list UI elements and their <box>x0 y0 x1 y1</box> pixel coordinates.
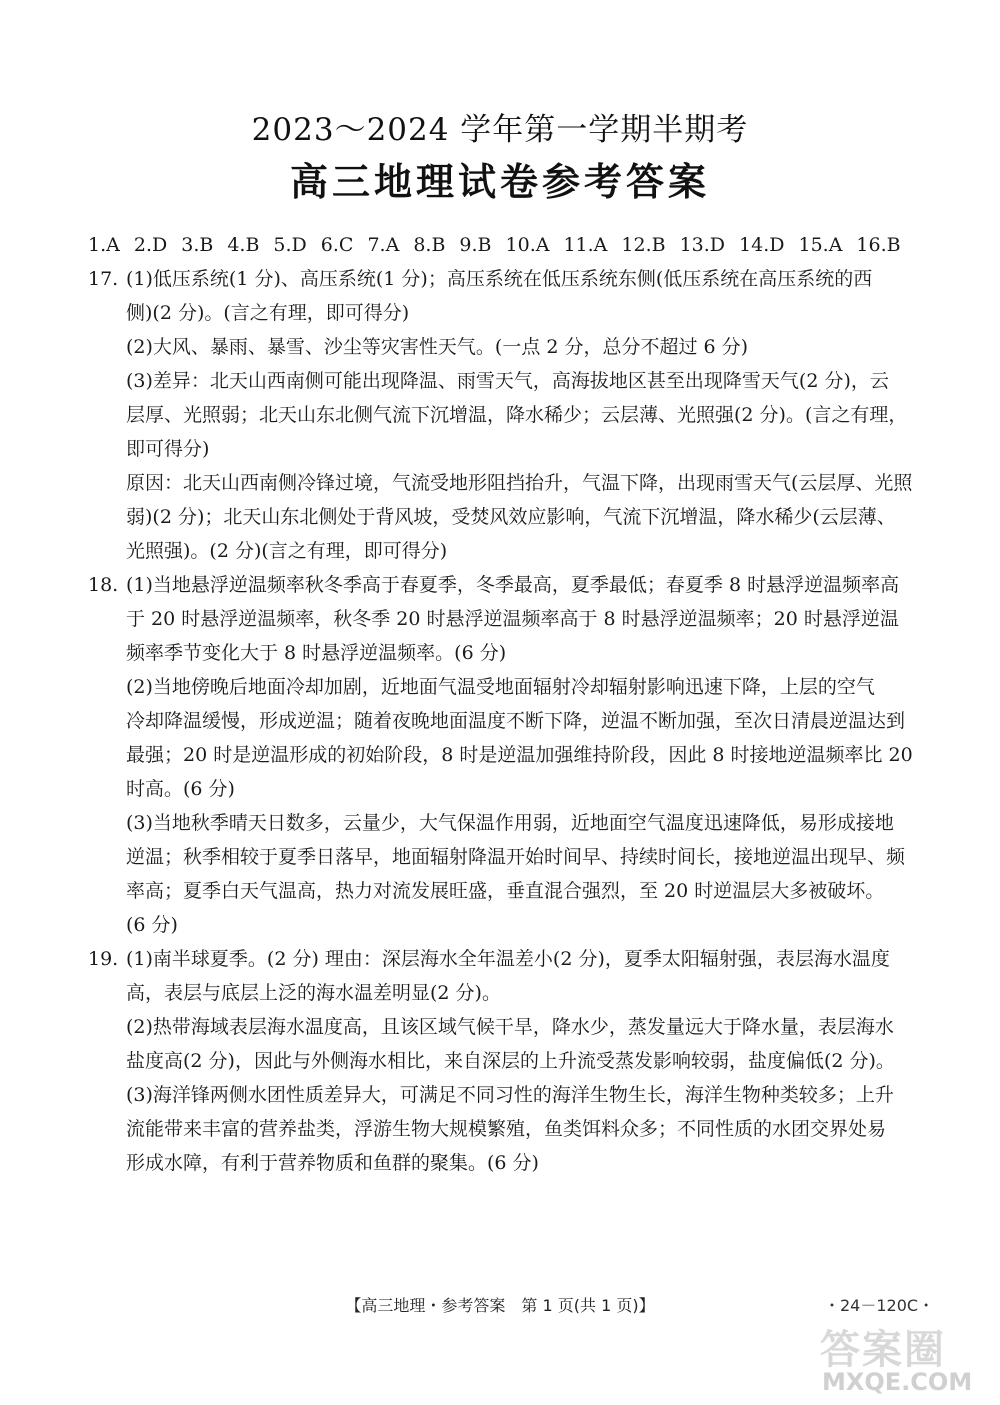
answer-text: (1)当地悬浮逆温频率秋冬季高于春夏季，冬季最高，夏季最低；春夏季 8 时悬浮逆温频率高 <box>126 574 900 596</box>
mc-answer: 6.C <box>320 234 354 256</box>
answer-line: (6 分) <box>126 914 178 936</box>
answer-line: 光照强)。(2 分)(言之有理，即可得分) <box>126 540 448 562</box>
answer-line <box>88 568 918 602</box>
answer-line: 即可得分) <box>126 438 210 460</box>
answer-line: 原因：北天山西南侧冷锋过境，气流受地形阻挡抬升，气温下降，出现雨雪天气(云层厚、光照 <box>126 472 913 494</box>
answer-line: 率高；夏季白天气温高，热力对流发展旺盛，垂直混合强烈，至 20 时逆温层大多被破坏。 <box>126 880 885 902</box>
watermark-logo <box>810 1318 980 1398</box>
mc-answer: 8.B <box>413 234 446 256</box>
answer-line: 时高。(6 分) <box>126 778 235 800</box>
mc-answer: 7.A <box>367 234 400 256</box>
question-18 <box>88 568 918 942</box>
question-number: 19. <box>88 948 119 970</box>
answer-line: 频率季节变化大于 8 时悬浮逆温频率。(6 分) <box>126 642 507 664</box>
mc-answer: 9.B <box>459 234 492 256</box>
answer-line: 盐度高(2 分)，因此与外侧海水相比，来自深层的上升流受蒸发影响较弱，盐度偏低(2 分)。 <box>126 1050 895 1072</box>
multiple-choice-answers <box>88 228 918 262</box>
answer-line: 于 20 时悬浮逆温频率，秋冬季 20 时悬浮逆温频率高于 8 时悬浮逆温频率；20 时悬浮逆温 <box>126 608 899 630</box>
mc-answer: 4.B <box>227 234 260 256</box>
mc-answer: 2.D <box>133 234 168 256</box>
answer-text: (1)南半球夏季。(2 分) 理由：深层海水全年温差小(2 分)，夏季太阳辐射强，表层海水温度 <box>126 948 890 970</box>
question-number: 17. <box>88 268 119 290</box>
exam-title: 2023～2024 学年第一学期半期考 <box>251 112 749 148</box>
answer-line: (3)差异：北天山西南侧可能出现降温、雨雪天气，高海拔地区甚至出现降雪天气(2 分)，云 <box>126 370 889 392</box>
mc-answer: 13.D <box>679 234 726 256</box>
question-number: 18. <box>88 574 119 596</box>
mc-answer: 11.A <box>563 234 608 256</box>
question-19 <box>88 942 918 1180</box>
answer-key-title: 高三地理试卷参考答案 <box>289 159 710 204</box>
answer-line: 侧)(2 分)。(言之有理，即可得分) <box>126 302 410 324</box>
mc-answer: 10.A <box>505 234 550 256</box>
page-footer: 【高三地理・参考答案 第 1 页(共 1 页)】 <box>345 1296 655 1315</box>
document-code: ・24－120C・ <box>824 1296 935 1315</box>
answer-line: 层厚、光照弱；北天山东北侧气流下沉增温，降水稀少；云层薄、光照强(2 分)。(言之有理， <box>126 404 908 426</box>
mc-answer: 16.B <box>856 234 901 256</box>
mc-answer: 3.B <box>181 234 214 256</box>
watermark-logo-text: 答案圈 <box>820 1327 946 1373</box>
answer-line: (3)当地秋季晴天日数多，云量少，大气保温作用弱，近地面空气温度迅速降低，易形成接地 <box>126 812 894 834</box>
answer-line: 逆温；秋季相较于夏季日落早，地面辐射降温开始时间早、持续时间长，接地逆温出现早、频 <box>126 846 906 868</box>
answer-line: 冷却降温缓慢，形成逆温；随着夜晚地面温度不断下降，逆温不断加强，至次日清晨逆温达到 <box>126 710 906 732</box>
answer-line: (3)海洋锋两侧水团性质差异大，可满足不同习性的海洋生物生长，海洋生物种类较多；上升 <box>126 1084 894 1106</box>
answer-line: 流能带来丰富的营养盐类，浮游生物大规模繁殖，鱼类饵料众多；不同性质的水团交界处易 <box>126 1118 887 1140</box>
answer-body <box>88 228 918 1180</box>
mc-answer: 14.D <box>739 234 785 256</box>
answer-line: (2)当地傍晚后地面冷却加剧，近地面气温受地面辐射冷却辐射影响迅速下降，上层的空气 <box>126 676 875 698</box>
answer-line <box>88 262 918 296</box>
answer-line: (2)大风、暴雨、暴雪、沙尘等灾害性天气。(一点 2 分，总分不超过 6 分) <box>126 336 749 358</box>
answer-line <box>88 942 918 976</box>
mc-answer: 1.A <box>88 234 120 256</box>
mc-answer: 12.B <box>621 234 666 256</box>
question-17 <box>88 262 918 568</box>
mc-answer: 5.D <box>273 234 307 256</box>
answer-line: 形成水障，有利于营养物质和鱼群的聚集。(6 分) <box>126 1152 539 1174</box>
answer-line: 弱)(2 分)；北天山东北侧处于背风坡，受焚风效应影响，气流下沉增温，降水稀少(云层薄、 <box>126 506 896 528</box>
mc-answer: 15.A <box>798 234 843 256</box>
answer-line: (2)热带海域表层海水温度高，且该区域气候干旱，降水少，蒸发量远大于降水量，表层海水 <box>126 1016 894 1038</box>
answer-text: (1)低压系统(1 分)、高压系统(1 分)；高压系统在低压系统东侧(低压系统在高压系统的西 <box>126 268 873 290</box>
answer-line: 最强；20 时是逆温形成的初始阶段，8 时是逆温加强维持阶段，因此 8 时接地逆温频率比 20 <box>126 744 913 766</box>
watermark-url: MXQE.COM <box>822 1368 973 1396</box>
answer-line: 高，表层与底层上泛的海水温差明显(2 分)。 <box>126 982 501 1004</box>
